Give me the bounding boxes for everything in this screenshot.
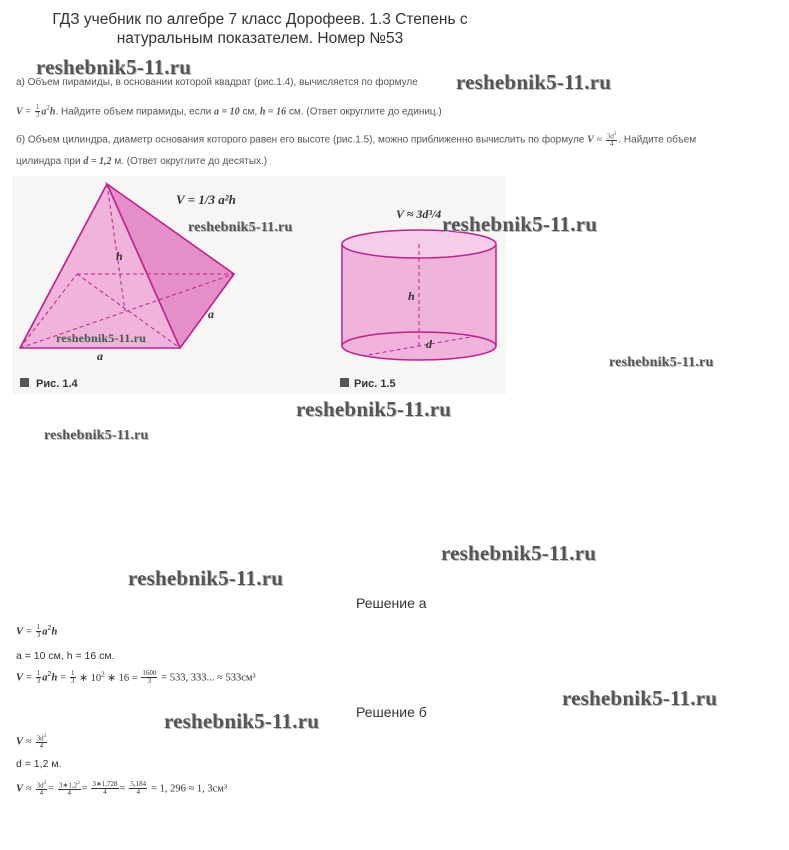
watermark: reshebnik5-11.ru: [442, 212, 598, 236]
watermark: reshebnik5-11.ru: [44, 428, 149, 443]
fraction: $\frac{1}{3}$: [35, 103, 40, 120]
watermark: reshebnik5-11.ru: [296, 397, 452, 421]
watermark: reshebnik5-11.ru: [164, 709, 320, 733]
page-title-line2: натуральным показателем. Номер №53: [116, 30, 404, 47]
cylinder-label-d: d: [426, 337, 432, 351]
page-title-line1: ГДЗ учебник по алгебре 7 класс Дорофеев. 1.3 Степень с: [52, 11, 468, 28]
solution-a-heading: Решение а: [356, 595, 427, 611]
pyramid-formula: V = 1/3 a²h: [176, 192, 236, 207]
solution-b-calculation: V ≈ $\frac{3d^3}{4}$ = $\frac{3∗1,2^3}{4}$ = $\frac{3∗1,728}{4}$ = $\frac{5,184}{4}$ = 1, 296 ≈ 1, 3см³: [16, 780, 228, 798]
fraction: $\frac{3d^3}{4}$: [606, 132, 617, 149]
watermark: reshebnik5-11.ru: [609, 355, 714, 370]
solution-b-given: d = 1,2 м.: [16, 758, 62, 770]
cylinder-label-h: h: [408, 289, 415, 303]
caption-fig-1-5: Рис. 1.5: [354, 378, 396, 390]
task-b-line1: б) Объем цилиндра, диаметр основания которого равен его высоте (рис.1.5), можно приближенно вычислить по формуле V ≈ $\frac{3d^3}{4}$ . Найдите объем: [16, 132, 697, 149]
solution-a-formula: V = $\frac{1}{3}$ $a^2h$: [16, 623, 58, 639]
watermark: reshebnik5-11.ru: [456, 70, 612, 94]
pyramid-label-a-side: a: [208, 307, 214, 321]
pyramid-label-h: h: [116, 249, 123, 263]
watermark: reshebnik5-11.ru: [36, 55, 192, 79]
task-a-line2: V = $\frac{1}{3}$ $a^2h$. Найдите объем пирамиды, если a = 10 см, h = 16 см. (Ответ округлите до единиц.): [16, 103, 442, 120]
caption-marker: [340, 378, 349, 387]
figure-drawing: [12, 176, 506, 394]
pyramid-label-a-base: a: [97, 349, 103, 363]
watermark: reshebnik5-11.ru: [56, 331, 146, 345]
solution-b-heading: Решение б: [356, 704, 427, 720]
watermark: reshebnik5-11.ru: [128, 566, 284, 590]
figure-panel: [12, 176, 506, 394]
task-a-line1: а) Объем пирамиды, в основании которой квадрат (рис.1.4), вычисляется по формуле: [16, 77, 418, 88]
solution-a-given: a = 10 см, h = 16 см.: [16, 650, 115, 662]
solution-b-formula: V ≈ $\frac{3d^3}{4}$: [16, 734, 47, 751]
caption-fig-1-4: Рис. 1.4: [36, 378, 78, 390]
watermark: reshebnik5-11.ru: [188, 220, 293, 235]
cylinder-formula: V ≈ 3d³/4: [396, 207, 442, 221]
solution-a-calculation: V = $\frac{1}{3}$ $a^2h$ = $\frac{1}{3}$ ∗ $10^2$ ∗ 16 = $\frac{1600}{3}$ = 533, 333... ≈ 533см³: [16, 669, 256, 686]
task-b-line2: цилиндра при d = 1,2 м. (Ответ округлите до десятых.): [16, 156, 268, 167]
watermark: reshebnik5-11.ru: [562, 686, 718, 710]
page-title: [0, 10, 520, 48]
caption-marker: [20, 378, 29, 387]
watermark: reshebnik5-11.ru: [441, 541, 597, 565]
